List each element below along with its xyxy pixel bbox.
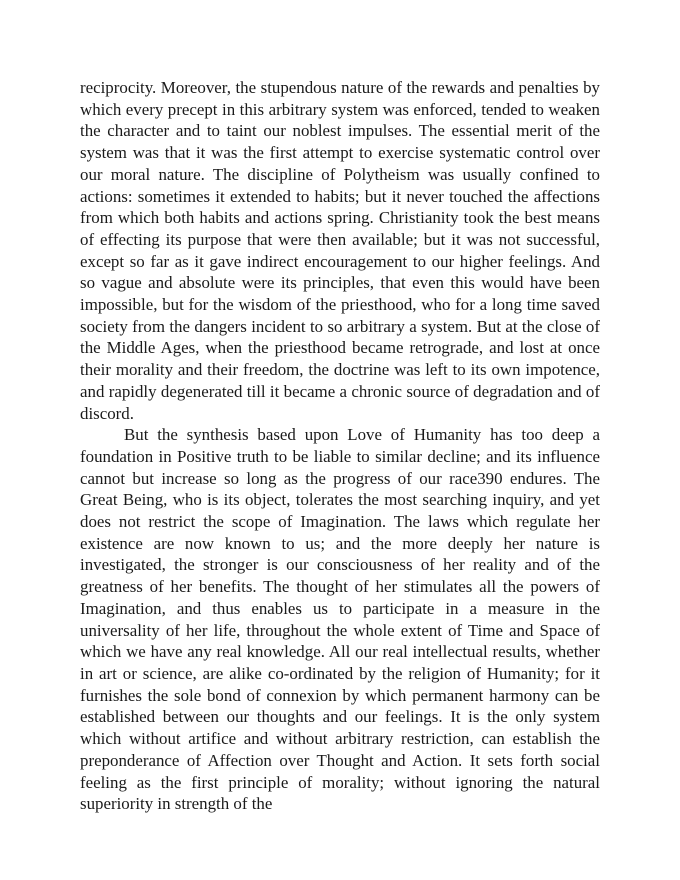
- paragraph-2: But the synthesis based upon Love of Humanity has too deep a foundation in Positive truth to be liable to similar decline; and its influence cannot but increase so long as the progress of our race390 endures. The Great Being, who is its object, tolerates the most searching inquiry, and yet does not restrict the scope of Imagination. The laws which regulate her existence are now known to us; and the more deeply her nature is investigated, the stronger is our consciousness of her reality and of the greatness of her benefits. The thought of her stimulates all the powers of Imagination, and thus enables us to participate in a measure in the universality of her life, throughout the whole extent of Time and Space of which we have any real knowledge. All our real intellectual results, whether in art or science, are alike co-ordinated by the religion of Humanity; for it furnishes the sole bond of connexion by which permanent harmony can be established between our thoughts and our feelings. It is the only system which without artifice and without arbitrary restriction, can establish the preponderance of Affection over Thought and Action. It sets forth social feeling as the first principle of morality; without ignoring the natural superiority in strength of the: [80, 425, 600, 814]
- paragraph-1: reciprocity. Moreover, the stupendous nature of the rewards and penalties by which every precept in this arbitrary system was enforced, tended to weaken the character and to taint our noblest impulses. The essential merit of the system was that it was the first attempt to exercise systematic control over our moral nature. The discipline of Polytheism was usually confined to actions: sometimes it extended to habits; but it never touched the affections from which both habits and actions spring. Christianity took the best means of effecting its purpose that were then available; but it was not successful, except so far as it gave indirect encouragement to our higher feelings. And so vague and absolute were its principles, that even this would have been impossible, but for the wisdom of the priesthood, who for a long time saved society from the dangers incident to so arbitrary a system. But at the close of the Middle Ages, when the priesthood became retrograde, and lost at once their morality and their freedom, the doctrine was left to its own impotence, and rapidly degenerated till it became a chronic source of degradation and of discord.: [80, 78, 600, 423]
- page-body: [80, 77, 600, 815]
